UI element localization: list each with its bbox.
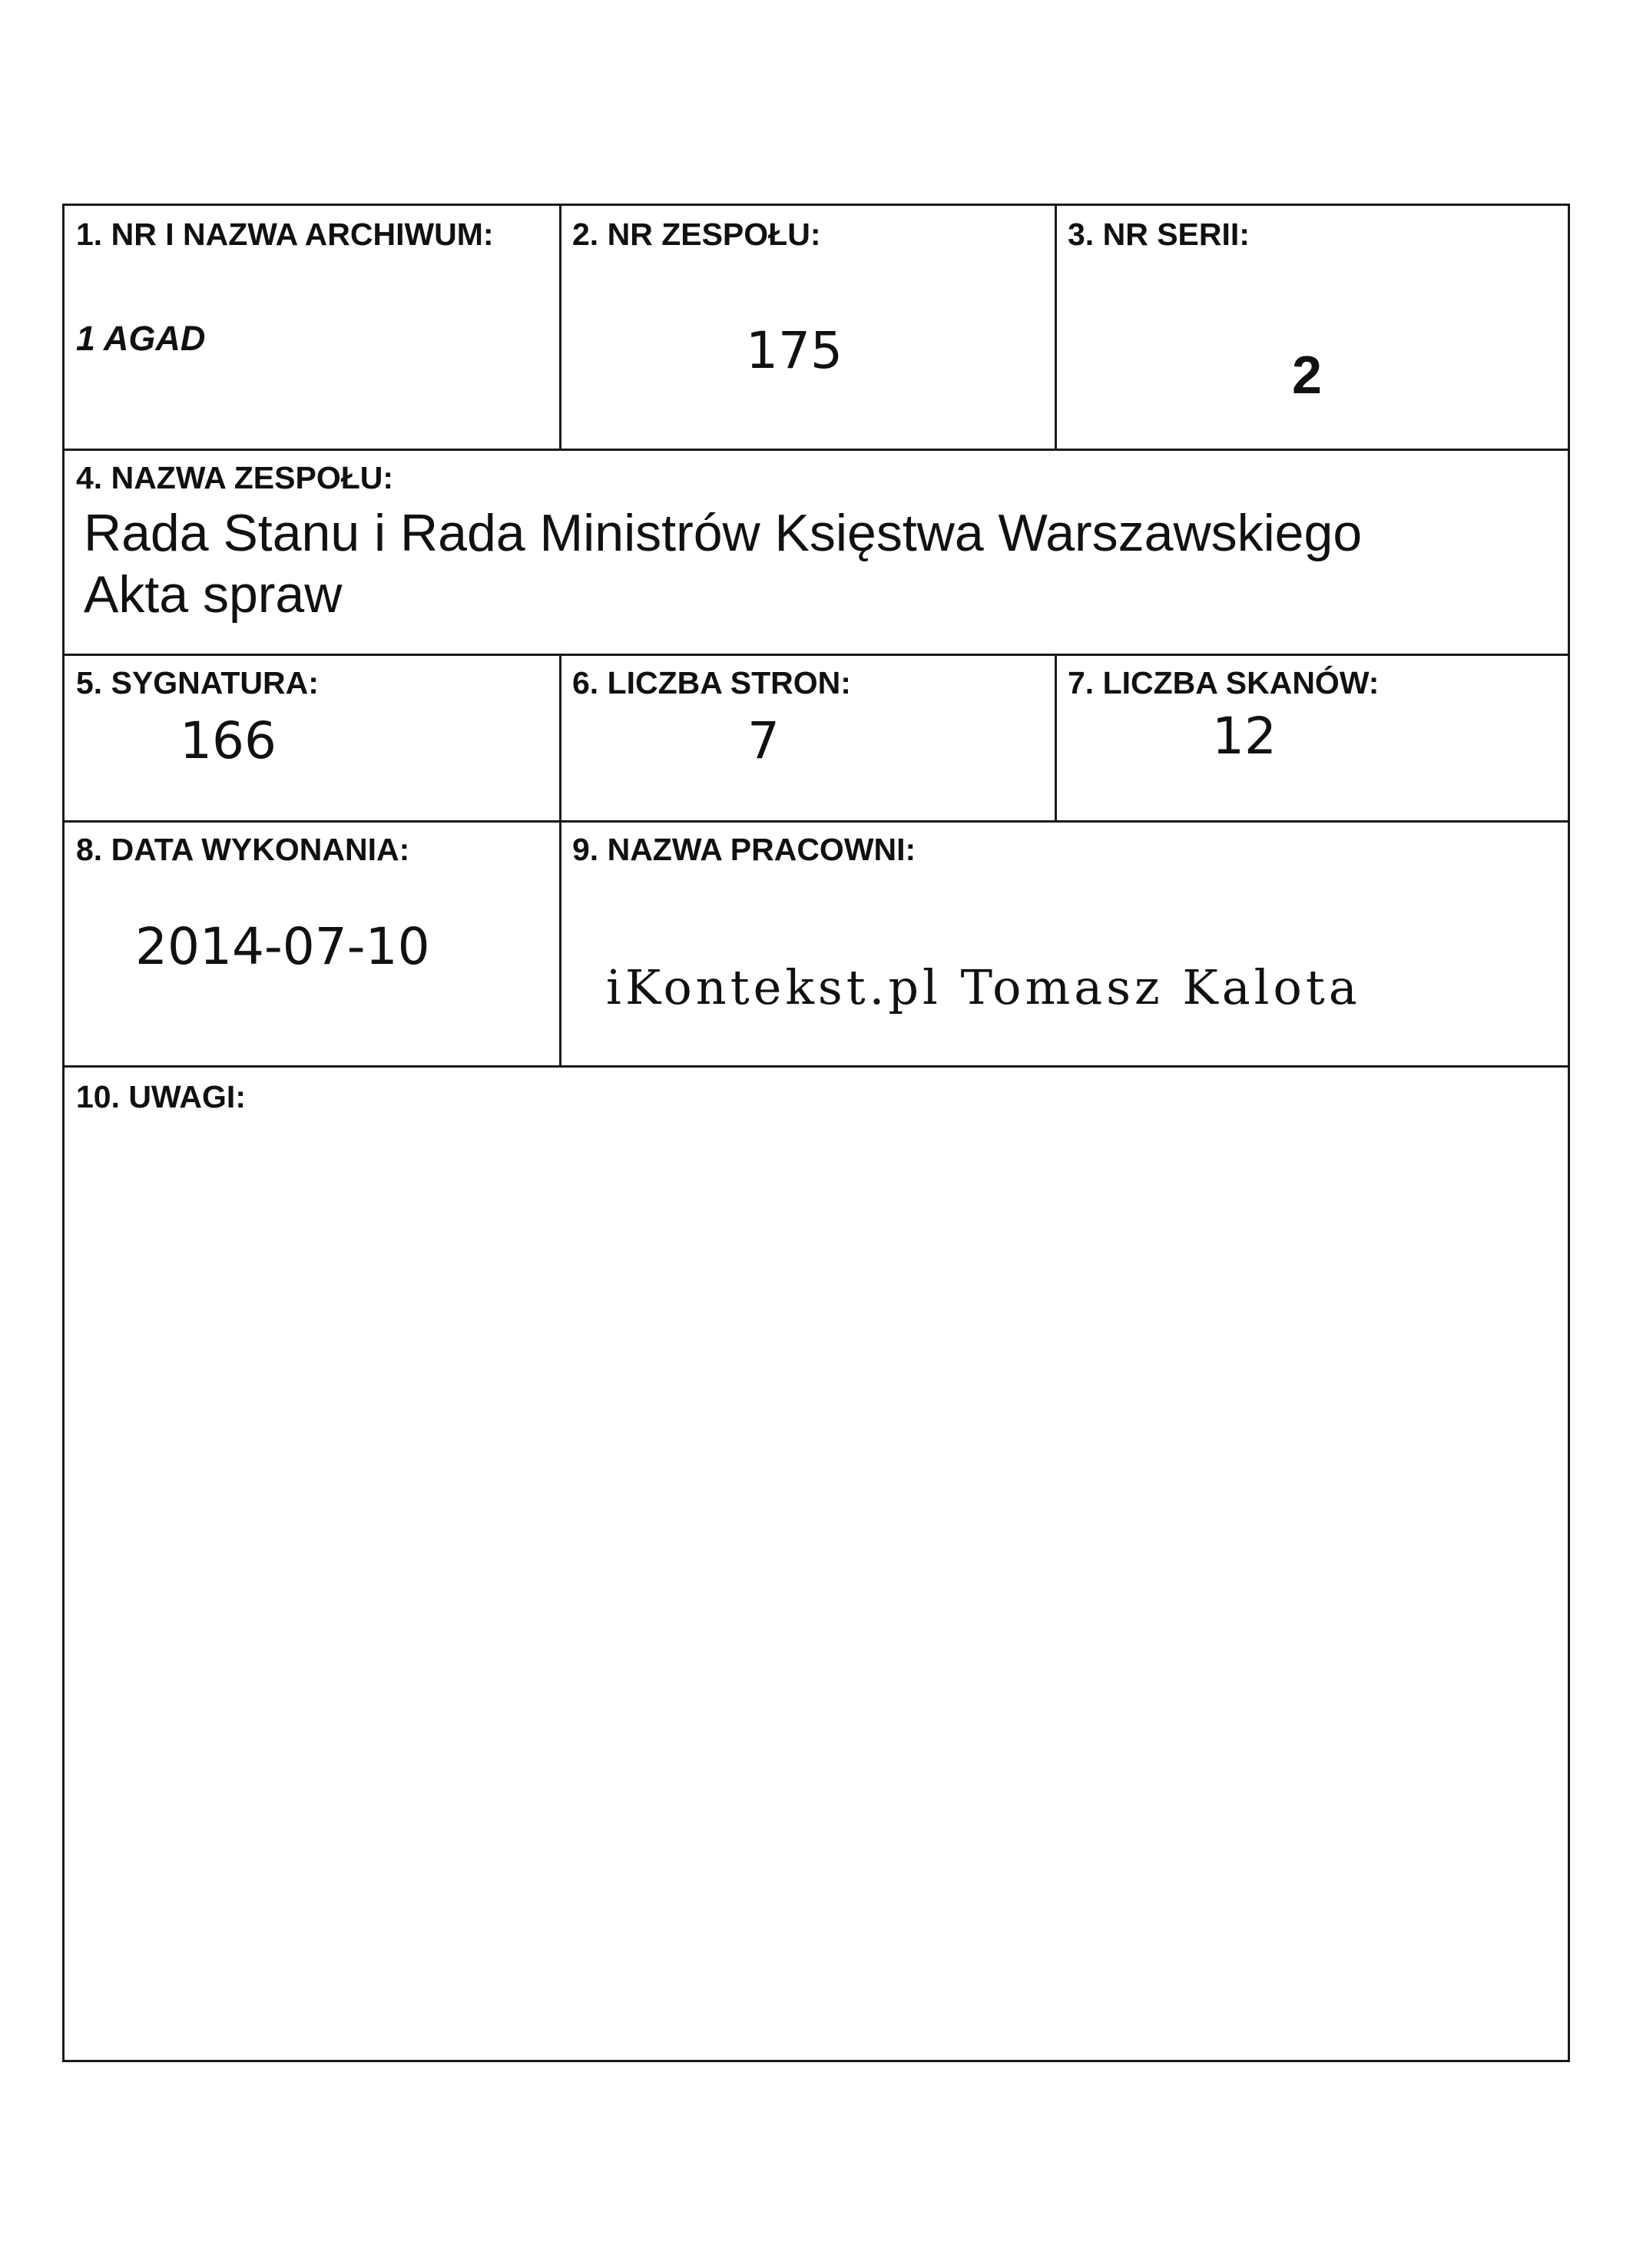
fonds-name-cell bbox=[65, 451, 1568, 654]
fonds-number-cell bbox=[561, 206, 1055, 449]
page-count-value: 7 bbox=[747, 711, 780, 770]
fonds-name-label: 4. NAZWA ZESPOŁU: bbox=[76, 460, 394, 495]
fonds-name-line-1: Rada Stanu i Rada Ministrów Księstwa Warszawskiego bbox=[84, 504, 1363, 562]
page-count-label: 6. LICZBA STRON: bbox=[572, 665, 851, 700]
archive-cell bbox=[65, 206, 559, 449]
notes-label: 10. UWAGI: bbox=[76, 1079, 246, 1114]
series-number-label: 3. NR SERII: bbox=[1068, 217, 1250, 252]
date-value: 2014-07-10 bbox=[135, 917, 430, 976]
studio-value: iKontekst.pl Tomasz Kalota bbox=[606, 959, 1361, 1015]
fonds-number-label: 2. NR ZESPOŁU: bbox=[572, 217, 821, 252]
studio-label: 9. NAZWA PRACOWNI: bbox=[572, 832, 916, 867]
fonds-number-value: 175 bbox=[746, 321, 843, 380]
signature-cell bbox=[65, 656, 559, 820]
archive-value: 1 AGAD bbox=[76, 319, 206, 358]
scan-count-value: 12 bbox=[1212, 707, 1277, 766]
series-number-cell bbox=[1057, 206, 1568, 449]
notes-cell bbox=[65, 1068, 1568, 2060]
scan-count-cell bbox=[1057, 656, 1568, 820]
scan-count-label: 7. LICZBA SKANÓW: bbox=[1068, 665, 1380, 700]
fonds-name-line-2: Akta spraw bbox=[84, 565, 343, 624]
date-cell bbox=[65, 823, 559, 1065]
page-count-cell bbox=[561, 656, 1055, 820]
date-label: 8. DATA WYKONANIA: bbox=[76, 832, 410, 867]
signature-value: 166 bbox=[180, 711, 277, 770]
studio-cell bbox=[561, 823, 1568, 1065]
series-number-value: 2 bbox=[1292, 345, 1322, 405]
archive-metadata-form bbox=[62, 204, 1570, 2062]
archive-label: 1. NR I NAZWA ARCHIWUM: bbox=[76, 217, 494, 252]
signature-label: 5. SYGNATURA: bbox=[76, 665, 319, 700]
